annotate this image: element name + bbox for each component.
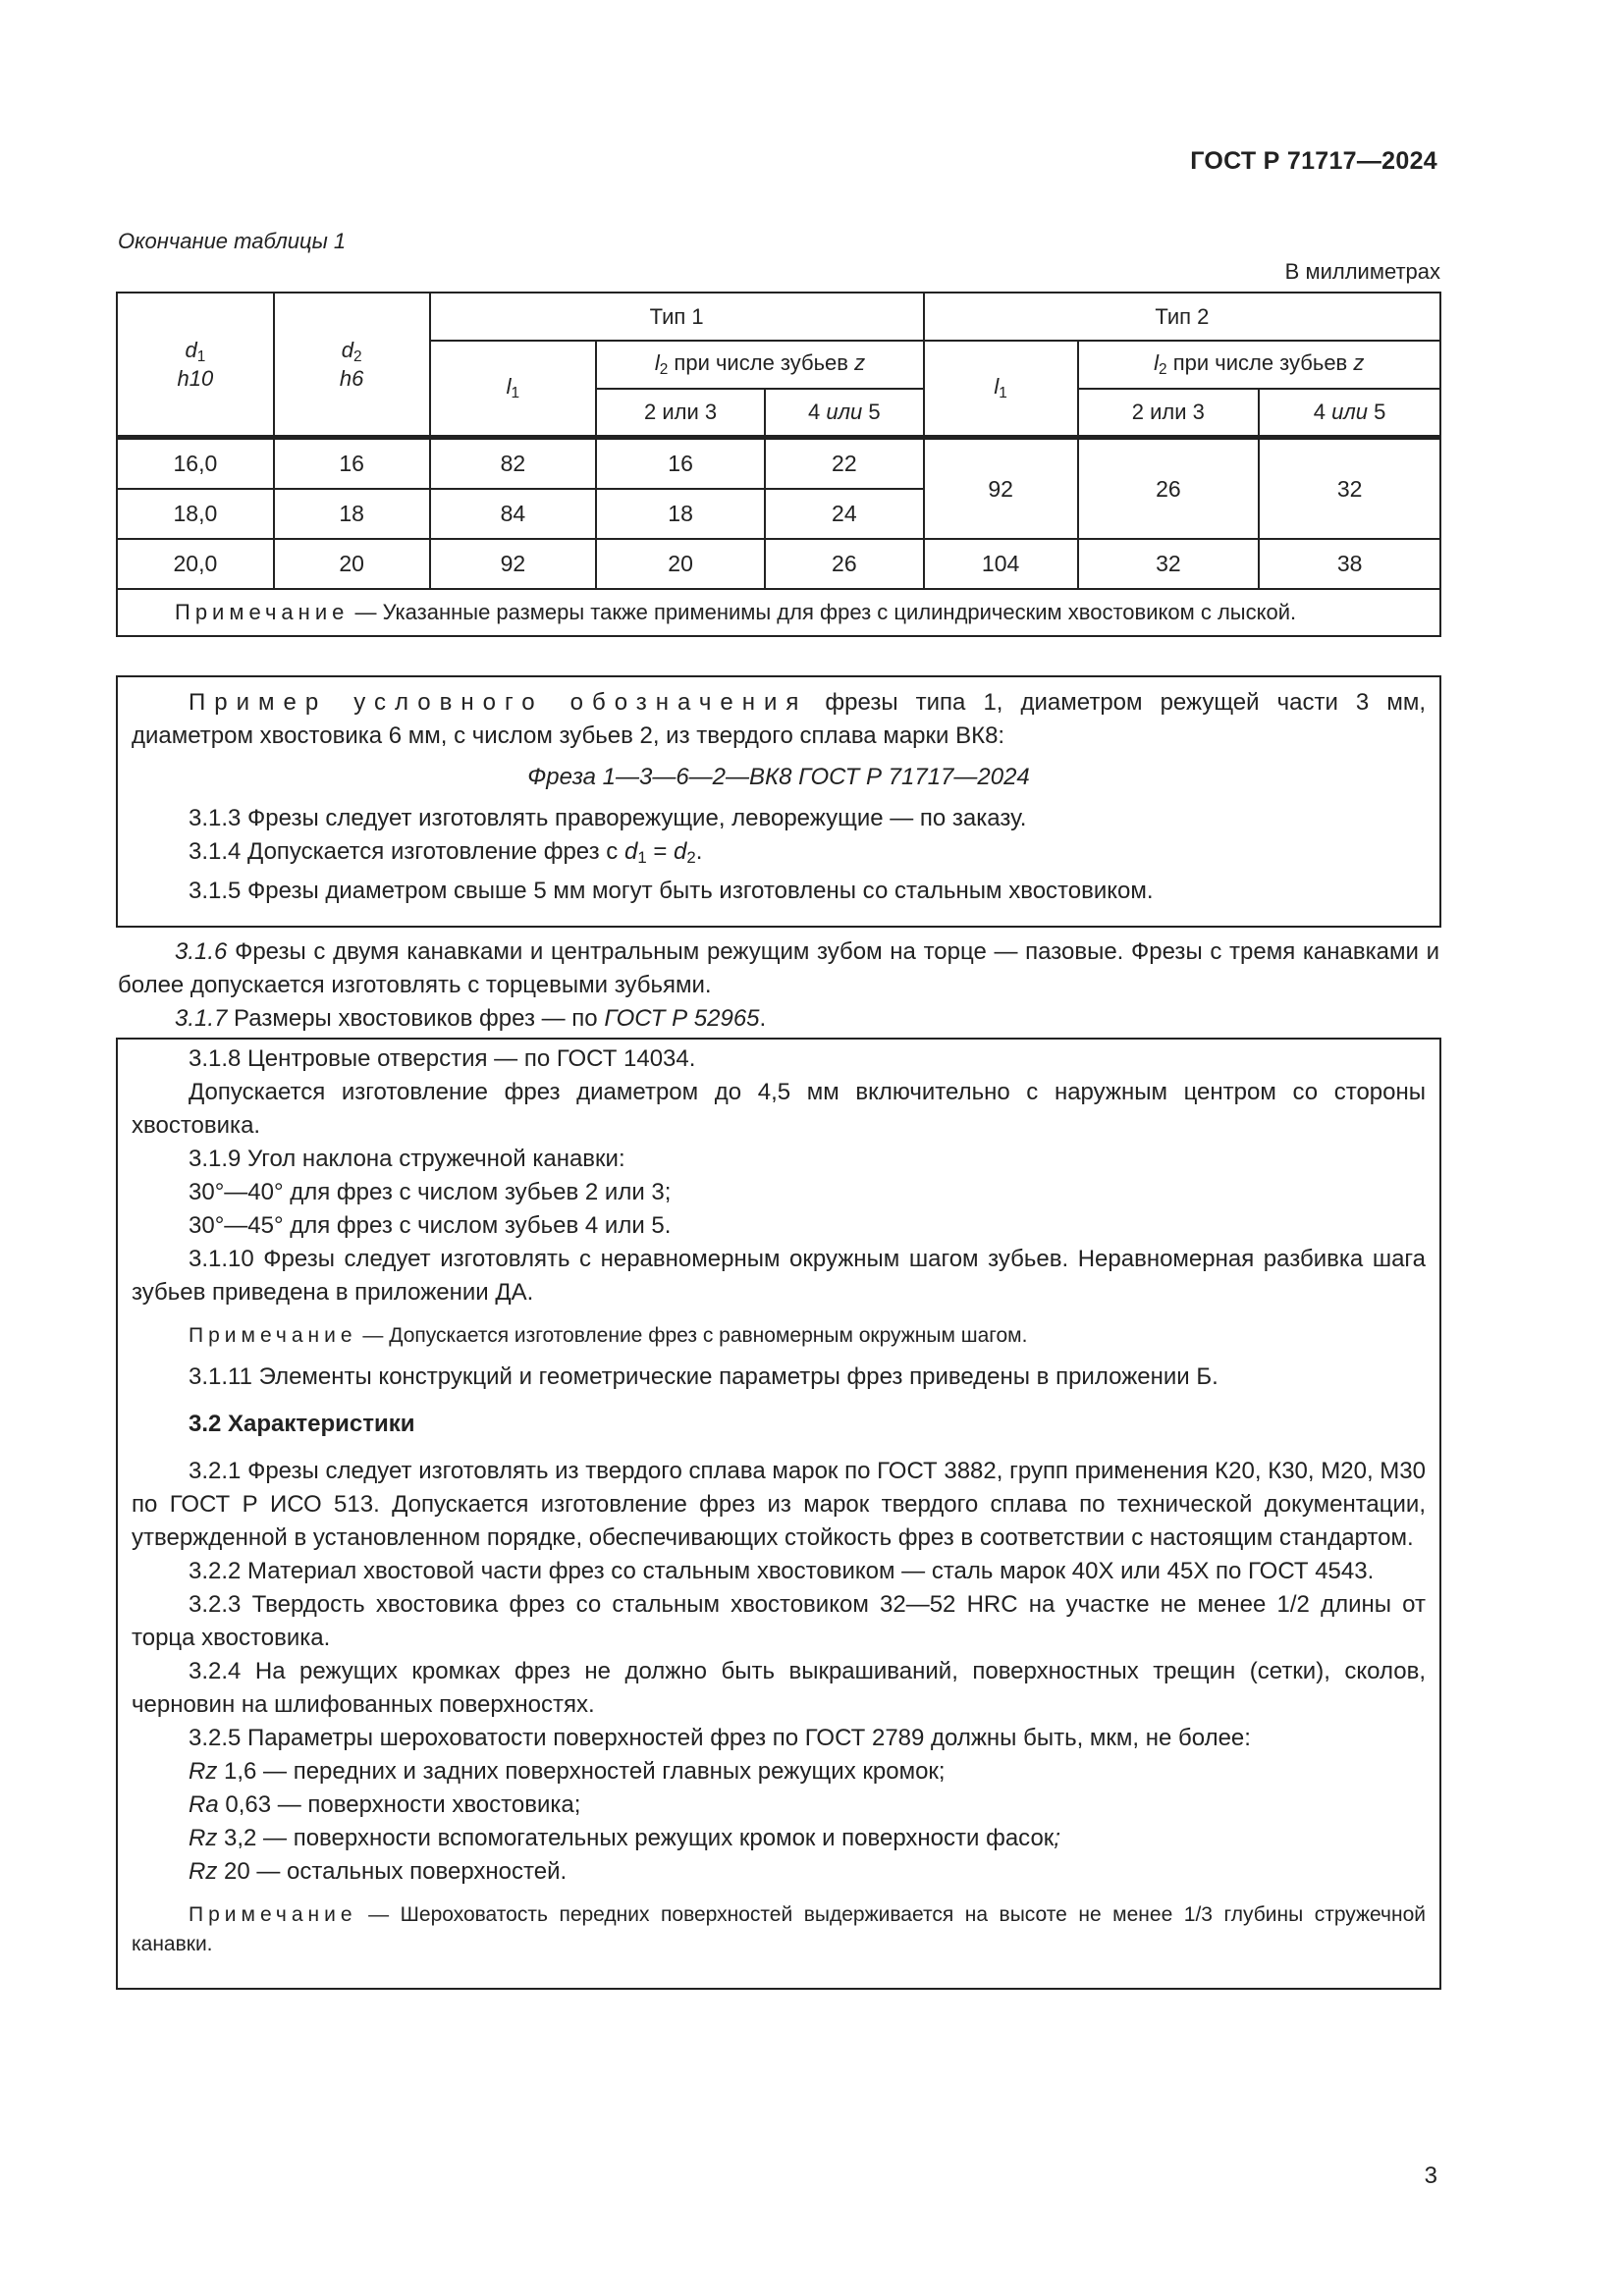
note-roughness: Примечание — Шероховатость передних поверхностей выдерживается на высоте не менее 1/3 глубины стружечной канавки. bbox=[132, 1903, 1426, 1955]
table-row bbox=[117, 539, 1440, 589]
header-type2-l2: $l_2$ при числе зубьев z bbox=[1078, 341, 1441, 389]
paragraph-3-2-3: 3.2.3 Твердость хвостовика фрез со стальным хвостовиком 32—52 HRC на участке не менее 1/2 длины от торца хвостовика. bbox=[132, 1591, 1426, 1651]
header-type2-l1: $l_1$ bbox=[924, 341, 1078, 437]
paragraph-3-2-1: 3.2.1 Фрезы следует изготовлять из твердого сплава марок по ГОСТ 3882, групп применения К20, К30, М20, М30 по ГОСТ Р ИСО 513. Допускается изготовление фрез из марок твердого сплава по технической документации, утвержденной в установленном порядке, обеспечивающих стойкость фрез в соответствии с настоящим стандартом. bbox=[132, 1458, 1426, 1551]
cell-t2-l1-merged: 92 bbox=[924, 439, 1078, 539]
cell-d1: 20,0 bbox=[117, 539, 274, 589]
cell-t1-teeth-2-3: 18 bbox=[596, 489, 765, 539]
cell-t2-teeth-2-3-merged: 26 bbox=[1078, 439, 1260, 539]
header-type2: Тип 2 bbox=[924, 293, 1440, 341]
cell-t1-teeth-4-5: 22 bbox=[765, 439, 924, 489]
designation-line: Фреза 1—3—6—2—ВК8 ГОСТ Р 71717—2024 bbox=[527, 764, 1030, 790]
table-row bbox=[117, 439, 1440, 489]
roughness-rz-3-2: Rz 3,2 — поверхности вспомогательных режущих кромок и поверхности фасок; bbox=[189, 1825, 1060, 1851]
header-d1: $d_1$ h10 bbox=[117, 293, 274, 437]
header-type1-l2: $l_2$ при числе зубьев z bbox=[596, 341, 924, 389]
cell-t1-teeth-4-5: 24 bbox=[765, 489, 924, 539]
header-teeth-2-3: 2 или 3 bbox=[596, 389, 765, 437]
cell-t1-teeth-4-5: 26 bbox=[765, 539, 924, 589]
cell-d2: 20 bbox=[274, 539, 430, 589]
header-teeth-2-3: 2 или 3 bbox=[1078, 389, 1260, 437]
table-note: Примечание — Указанные размеры также применимы для фрез с цилиндрическим хвостовиком с лыской. bbox=[117, 589, 1440, 636]
paragraph-3-1-9: 3.1.9 Угол наклона стружечной канавки: bbox=[189, 1146, 625, 1172]
cell-d2: 18 bbox=[274, 489, 430, 539]
dimensions-table bbox=[116, 292, 1441, 637]
units-label: В миллиметрах bbox=[1284, 259, 1440, 284]
table-caption: Окончание таблицы 1 bbox=[118, 229, 347, 253]
cell-d2: 16 bbox=[274, 439, 430, 489]
roughness-ra-0-63: Ra 0,63 — поверхности хвостовика; bbox=[189, 1791, 581, 1818]
header-teeth-4-5: 4 или 5 bbox=[1259, 389, 1440, 437]
paragraph-3-1-5: 3.1.5 Фрезы диаметром свыше 5 мм могут быть изготовлены со стальным хвостовиком. bbox=[189, 878, 1154, 904]
paragraph-3-2-2: 3.2.2 Материал хвостовой части фрез со стальным хвостовиком — сталь марок 40Х или 45Х по ГОСТ 4543. bbox=[189, 1558, 1375, 1584]
roughness-rz-20: Rz 20 — остальных поверхностей. bbox=[189, 1858, 568, 1885]
note-uneven-pitch: Примечание — Допускается изготовление фрез с равномерным окружным шагом. bbox=[189, 1324, 1028, 1347]
designation-example-box bbox=[116, 675, 1441, 928]
cell-t1-teeth-2-3: 16 bbox=[596, 439, 765, 489]
cell-t2-l1: 104 bbox=[924, 539, 1078, 589]
header-teeth-4-5: 4 или 5 bbox=[765, 389, 924, 437]
requirements-box bbox=[116, 1038, 1441, 1990]
paragraph-3-1-9-b: 30°—45° для фрез с числом зубьев 4 или 5. bbox=[189, 1212, 672, 1239]
cell-d1: 18,0 bbox=[117, 489, 274, 539]
paragraph-3-2-5: 3.2.5 Параметры шероховатости поверхностей фрез по ГОСТ 2789 должны быть, мкм, не более: bbox=[189, 1725, 1251, 1751]
cell-t1-teeth-2-3: 20 bbox=[596, 539, 765, 589]
paragraph-3-1-6: 3.1.6 Фрезы с двумя канавками и центральным режущим зубом на торце — пазовые. Фрезы с тремя канавками и более допускается изготовлять с торцевыми зубьями. 3.1.7 Размеры хвостовиков фрез — по ГОСТ Р 52965. bbox=[118, 935, 1439, 1036]
cell-t2-teeth-4-5-merged: 32 bbox=[1259, 439, 1440, 539]
page-number: 3 bbox=[1424, 2163, 1437, 2189]
cell-t1-l1: 82 bbox=[430, 439, 597, 489]
paragraph-3-1-7: 3.1.7 Размеры хвостовиков фрез — по ГОСТ Р 52965. bbox=[175, 1005, 767, 1032]
section-heading-3-2: 3.2 Характеристики bbox=[189, 1411, 415, 1437]
roughness-rz-1-6: Rz 1,6 — передних и задних поверхностей главных режущих кромок; bbox=[189, 1758, 946, 1785]
cell-d1: 16,0 bbox=[117, 439, 274, 489]
paragraph-3-1-9-a: 30°—40° для фрез с числом зубьев 2 или 3; bbox=[189, 1179, 672, 1205]
cell-t1-l1: 92 bbox=[430, 539, 597, 589]
header-type1-l1: $l_1$ bbox=[430, 341, 597, 437]
example-paragraph: Пример условного обозначения фрезы типа 1, диаметром режущей части 3 мм, диаметром хвостовика 6 мм, с числом зубьев 2, из твердого сплава марки ВК8: bbox=[132, 689, 1426, 749]
paragraph-3-1-8: 3.1.8 Центровые отверстия — по ГОСТ 14034. bbox=[189, 1045, 696, 1072]
cell-t2-teeth-2-3: 32 bbox=[1078, 539, 1260, 589]
paragraph-3-1-4: 3.1.4 Допускается изготовление фрез с $d_1 = d_2$. bbox=[189, 838, 703, 867]
header-d2: $d_2$ h6 bbox=[274, 293, 430, 437]
cell-t2-teeth-4-5: 38 bbox=[1259, 539, 1440, 589]
paragraph-3-2-4: 3.2.4 На режущих кромках фрез не должно быть выкрашиваний, поверхностных трещин (сетки), сколов, черновин на шлифованных поверхностях. bbox=[132, 1658, 1426, 1718]
cell-t1-l1: 84 bbox=[430, 489, 597, 539]
paragraph-3-1-3: 3.1.3 Фрезы следует изготовлять праворежущие, леворежущие — по заказу. bbox=[189, 805, 1027, 831]
paragraph-3-1-11: 3.1.11 Элементы конструкций и геометрические параметры фрез приведены в приложении Б. bbox=[189, 1363, 1218, 1390]
paragraph-3-1-10: 3.1.10 Фрезы следует изготовлять с неравномерным окружным шагом зубьев. Неравномерная разбивка шага зубьев приведена в приложении ДА. bbox=[132, 1246, 1426, 1306]
header-type1: Тип 1 bbox=[430, 293, 924, 341]
paragraph-3-1-8-b: Допускается изготовление фрез диаметром до 4,5 мм включительно с наружным центром со стороны хвостовика. bbox=[132, 1079, 1426, 1139]
document-code: ГОСТ Р 71717—2024 bbox=[1190, 147, 1437, 175]
